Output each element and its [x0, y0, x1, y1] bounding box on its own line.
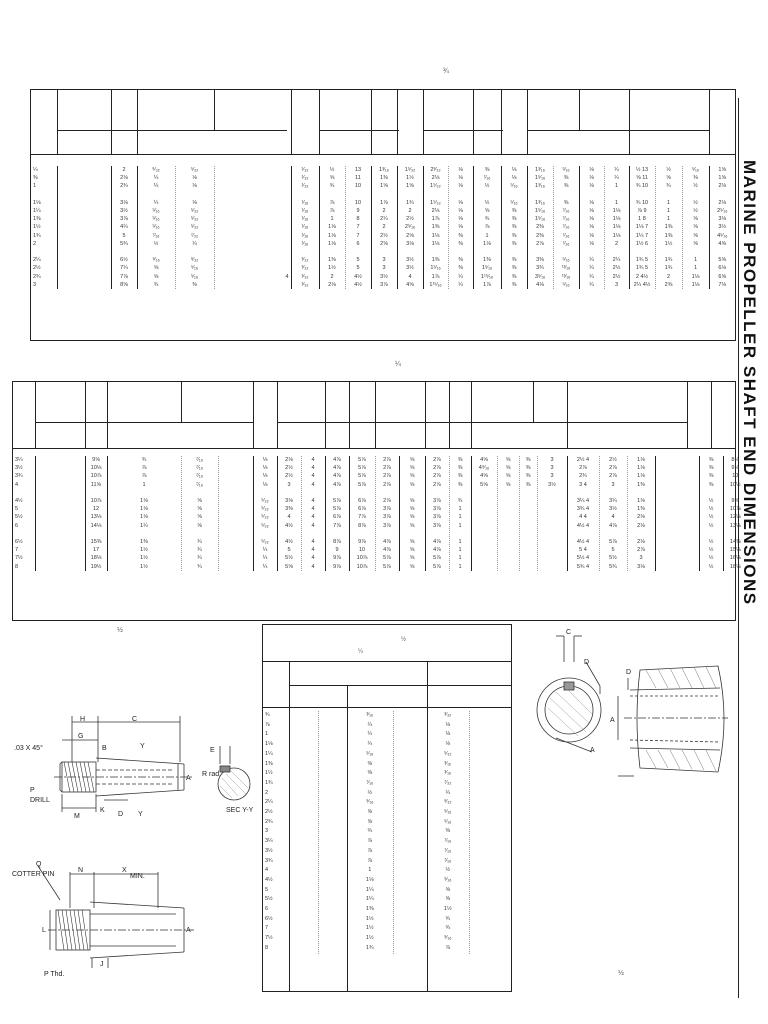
t2-col: 2½ 4 2⅞ 2¾ 3 4 3¼ 4 3¾ 4 4 4 4½ 4 4½ 4 5 4 5½ 4 5¾ 4 [567, 456, 599, 571]
t1-col: 2 2⅛ 2¾ 3⅛ 3½ 3⅞ 4¼ 5 5¾ 6½ 7¼ 7⅞ 8⅝ [111, 166, 137, 289]
label-p: P [30, 787, 35, 794]
t2-col: ⅜ ⅜ ⅜ ⅜ ¾ 1 1 1 1 1 1 1 [449, 456, 471, 571]
label-m: M [74, 813, 80, 820]
t2-col: ⅜ ⅜ ⅜ ⅜ ½ ½ ½ ½ ½ ½ ½ ½ [699, 456, 723, 571]
page-title: MARINE PROPELLER SHAFT END DIMENSIONS [740, 160, 759, 606]
section-y-y-drawing [200, 738, 260, 818]
t1-col: ⁵⁄₁₆ ⅜ ⅜ ⅜ ⁷⁄₁₆ ⁷⁄₁₆ ⁷⁄₁₆ ⁷⁄₁₆ ⁷⁄₁₆ ⁵⁄₁₆ ¹³⁄₁₆ ¹³⁄₁₆ ⁵⁄₁₆ [553, 166, 579, 289]
label-c2: C [566, 629, 572, 636]
label-y: Y [140, 743, 145, 750]
table1-top-mark: ¾ [443, 68, 449, 75]
label-a2: A [186, 927, 191, 934]
table1-header [31, 90, 735, 155]
t1-col: 2³⁄₃₂ 2⅛ 1⁵⁄₃₂ 1⁵⁄₃₂ 2⅛ 1⅞ 1⅜ 1⅛ 1⅛ 1⅜ 1⁵⁄₁₆ 1⅞ 1¹⁵⁄₁₆ [423, 166, 448, 289]
label-l: L [42, 927, 46, 934]
t2-col [35, 456, 85, 571]
t3-col [318, 711, 347, 954]
t2-col [218, 456, 253, 571]
t1-col: ⅛ ⅛ ⁵⁄₁₆ ⁵⁄₁₆ ⅜ ⅜ ⅜ ⅜ ⅜ ⅜ ⅜ ⅜ ⅜ [501, 166, 527, 289]
label-y2: Y [138, 811, 143, 818]
t1-col: 4 [214, 166, 291, 289]
t2-col: 4⅞ 4⅞ 4⅞ 4⅞ 5⅞ 5⅞ 6⅞ 7⅞ 8⅞ 9 9⅞ 9⅞ [325, 456, 349, 571]
t1-col [57, 166, 111, 289]
t2-col: 9⅝ 10⅛ 10⅞ 11⅝ 10⅞ 12 13⅛ 14⅛ 15⅜ 17 18⅛ 19½ [85, 456, 107, 571]
t1-col: ⅜ ⁷⁄₁₆ ½ ½ ⅝ ¾ ⅞ 1 1⅛ 1⅜ 1⁵⁄₁₆ 1¹⁵⁄₁₆ 1⅞ [473, 166, 501, 289]
table2-top-mark: ¼ [395, 361, 401, 368]
table3-head-mark-b: ¼ [358, 649, 364, 655]
t3-col [469, 711, 511, 954]
label-cotter-pin: COTTER PIN [12, 871, 55, 878]
t2-col: 8⅛ 9⅛ 10 10½ 9⅜ 10⅞ 12⅛ 13⅛ 14⅜ 15⅛ 16⅛ 18⅛ [723, 456, 747, 571]
t1-col: ¼ ¼ 1 1 1⅛ 1⅛ 1⅛ 1⅛ 2 2¼ 2½ 2½ 3 [604, 166, 629, 289]
spec-table-2 [12, 381, 741, 621]
t3-col-shaft-dia: ¾ ⅞ 1 1⅛ 1¼ 1⅜ 1½ 1¾ 2 2¼ 2½ 2¾ 3 3¼ 3½ 3¾ 4 4½ 5 5½ 6 6½ 7 7½ 8 [265, 712, 273, 951]
bottom-right-mark: ½ [618, 970, 624, 977]
t3-col [289, 711, 318, 954]
t2-col: 3 3 3 3½ [537, 456, 567, 571]
cotter-pin-drawing [8, 858, 208, 978]
spec-table-1 [30, 89, 736, 341]
t1-col: ⅛ ⅛ ⅛ ⅛ ⅛ ⅛ ⅛ ⅛ ⅛ ¼ ¼ ¼ ¼ [579, 166, 604, 289]
t3-col: ³⁄₁₆ ¼ ¼ ¼ ⁵⁄₁₆ ⅜ ⅜ ⁷⁄₁₆ ½ ⁹⁄₁₆ ⅝ ⅝ ¾ ⅞ ⅞ ⅞ 1 1⅛ 1¼ 1¼ 1⅜ 1½ 1½ 1½ 1¾ [365, 712, 374, 951]
t3-col: ³⁄₃₂ ⅛ ⅛ ⅛ ⁵⁄₃₂ ³⁄₁₆ ³⁄₁₆ ⁷⁄₃₂ ¼ ⁹⁄₃₂ ⁵⁄₁₆ ⁵⁄₁₆ ⅜ ⁷⁄₁₆ ⁷⁄₁₆ ⁷⁄₁₆ ½ ⁹⁄₁₆ ⅝ ⅝ 1½ ¾ ¾ ⁹⁄₁₆ ⅞ [443, 712, 452, 951]
t3-col [393, 711, 427, 954]
t1-col: 1³⁄₁₆ 1⁵⁄₁₆ 1³⁄₁₆ 1³⁄₁₆ 1⁵⁄₁₆ 1⁵⁄₁₆ 2⅜ 2⅜ 2⅞ 3⅜ 3¾ 3⁵⁄₁₆ 4⅛ [527, 166, 553, 289]
t1-col: ⁵⁄₁₆ ⅜ ½ ½ ½ ⅝ ⅝ ⅝ ⅝ 1 1 1⅛ 1⅛ [682, 166, 709, 289]
t2-col: 4 4 4 4 4 4 4 4 4 4 4 4 [301, 456, 325, 571]
label-c: C [132, 716, 138, 723]
table2-bottom-mark: ½ [117, 627, 123, 634]
t1-col: 13 11 10 10 9 8 7 7 6 5 5 4½ 4½ [345, 166, 371, 289]
label-p-thd: P Thd. [44, 971, 65, 978]
t2-col: ⅜ ⅜ ⅜ ⅜ [519, 456, 537, 571]
label-a: A [186, 775, 191, 782]
label-n: N [78, 867, 84, 874]
t2-col: 5⅞ 5⅞ 5⅞ 5⅞ 6⅞ 6⅞ 7⅞ 8⅞ 9⅞ 10 10⅞ 10⅞ [349, 456, 375, 571]
t2-col [655, 456, 699, 571]
t1-col-shaft-dia: ¼ ⅜ 1 1⅛ 1¼ 1⅜ 1½ 1¾ 2 2¼ 2½ 2¾ 3 [33, 167, 41, 288]
label-k: K [100, 807, 105, 814]
label-d2: D [584, 659, 590, 666]
label-d3: D [626, 669, 632, 676]
t1-col: ¹⁄₃₂ ¹⁄₃₂ ¹⁄₃₂ ¹⁄₁₆ ¹⁄₁₆ ¹⁄₁₆ ¹⁄₁₆ ¹⁄₁₆ ¹⁄₁₆ ³⁄₃₂ ³⁄₃₂ ³⁄₃₂ ³⁄₃₂ [291, 166, 319, 289]
label-b: B [102, 745, 107, 752]
label-d: D [118, 811, 124, 818]
table3-body [263, 711, 511, 954]
t2-col: ⅝ ⅝ ⅝ ⅝ [497, 456, 519, 571]
t1-col: ½ ⅝ ¾ ⅞ ⅞ 1 1⅛ 1⅛ 1⅛ 1⅜ 1½ 2 2⅛ [319, 166, 345, 289]
t1-col: 1³⁄₁₆ 1⅜ 1⅝ 1⅞ 2 2¼ 2 2½ 2⅝ 3 3 3½ 3⅞ [371, 166, 397, 289]
t2-col: ¾ ⅞ ⅞ 1 1⅛ 1⅛ 1⅛ 1¼ 1⅜ 1½ 1½ 1½ [107, 456, 181, 571]
table1-body [31, 166, 735, 289]
t2-col: ⅝ ⅝ ⅝ ⅝ ⅝ ⅝ ⅝ ⅝ ⅝ ⅝ ⅝ ⅝ [399, 456, 425, 571]
label-j: J [100, 961, 104, 968]
t1-col: ½ ⅝ ¾ 1 1 1 1⅜ 1⅜ 1½ 1¾ 1¾ 2 2⅜ [655, 166, 682, 289]
t2-col: ⁷⁄₁₆ ⁷⁄₁₆ ⁷⁄₁₆ ⁷⁄₁₆ ⅝ ⅝ ⅝ ⅝ ¾ ¾ ¾ ¾ [181, 456, 218, 571]
t2-col: 2½ 2⅞ 2⅞ 3 3¼ 3½ 4 4⅞ 5⅞ 5 5½ 5¾ [599, 456, 627, 571]
label-a3: A [590, 747, 595, 754]
t2-col: 4⅝ 4⁹⁄₁₆ 4⅝ 5⅝ [471, 456, 497, 571]
label-chamfer: .03 X 45° [14, 745, 43, 752]
t1-col: ⁹⁄₃₂ ¼ ¼ ¼ ⁵⁄₁₆ ⁵⁄₁₆ ⁵⁄₁₆ ⁷⁄₁₆ ½ ⁹⁄₁₆ ⅝ ⅝ ¾ [137, 166, 175, 289]
table2-body [13, 456, 747, 571]
t2-col: 2⅛ 2½ 2½ 3 3⅛ 3⅜ 4 4½ 4½ 5 5½ 5⅝ [277, 456, 301, 571]
label-h: H [80, 716, 86, 723]
label-drill: DRILL [30, 797, 50, 804]
t1-col: 1⅝ 1⅝ 2⅛ 2⅛ 2⁵⁄₁₆ 3⅛ 3½ 4⁵⁄₁₆ 4⅝ 5⅝ 6⅛ 6⅝ 7⅛ [709, 166, 735, 289]
label-q: Q [36, 861, 42, 868]
label-g: G [78, 733, 84, 740]
spec-table-3 [262, 624, 512, 992]
label-x-min: MIN. [130, 873, 145, 880]
label-sec-y-y: SEC Y-Y [226, 807, 254, 814]
table3-head-mark-a: ½ [401, 637, 407, 643]
t1-col: ⅛ ⅛ ⅛ ⅛ ⅛ ⅛ ⅛ ⅜ ⅜ ⅜ ⅜ ¼ ¼ [448, 166, 473, 289]
t1-col: 1⁵⁄₃₂ 1½ 1⅝ 1¾ 2 2½ 2⁵⁄₁₆ 2⅝ 3⅛ 3½ 3½ 4 4⅝ [397, 166, 423, 289]
t2-col: 2⅞ 2⅞ 2⅞ 2⅞ 2⅞ 3⅞ 3⅞ 3⅞ 4⅞ 4⅞ 5⅞ 5⅞ [375, 456, 399, 571]
t2-col: 2⅞ 2⅞ 2⅞ 2⅞ 3⅞ 3⅞ 3⅞ 3⅞ 4⅞ 4⅞ 5⅞ 5⅞ [425, 456, 449, 571]
t2-col: 1⅛ 1⅛ 1⅛ 1⅜ 1⅛ 1⅜ 2⅛ 2⅛ 2⅛ 2⅞ 3 3⅛ [627, 456, 655, 571]
t2-col: ⅛ ⅛ ⅛ ⅛ ⁵⁄₃₂ ⁵⁄₃₂ ⁵⁄₃₂ ⁵⁄₃₂ ⁵⁄₃₂ ¼ ¼ ¼ [253, 456, 277, 571]
label-a4: A [610, 717, 615, 724]
label-e: E [210, 747, 215, 754]
t1-col: ⁵⁄₃₂ ⅛ ⅛ ⅛ ⁵⁄₃₂ ⁵⁄₃₂ ⁵⁄₃₂ ⁷⁄₃₂ ¼ ⁹⁄₃₂ ⁵⁄₁₆ ⁵⁄₁₆ ⅜ [175, 166, 214, 289]
t2-col-shaft-dia: 3¼ 3½ 3¾ 4 4½ 5 5½ 6 6½ 7 7½ 8 [15, 457, 23, 570]
t1-col: ½ 13 ⅝ 11 ¾ 10 ¾ 10 ⅞ 9 1 8 1⅛ 7 1¼ 7 1½ 6 1¾ 5 1¾ 5 2 4½ 2¼ 4½ [629, 166, 655, 289]
label-r-rad: R rad. [202, 771, 222, 778]
table2-header [13, 382, 735, 449]
hub-section-view [600, 656, 732, 790]
label-x: X [122, 867, 127, 874]
